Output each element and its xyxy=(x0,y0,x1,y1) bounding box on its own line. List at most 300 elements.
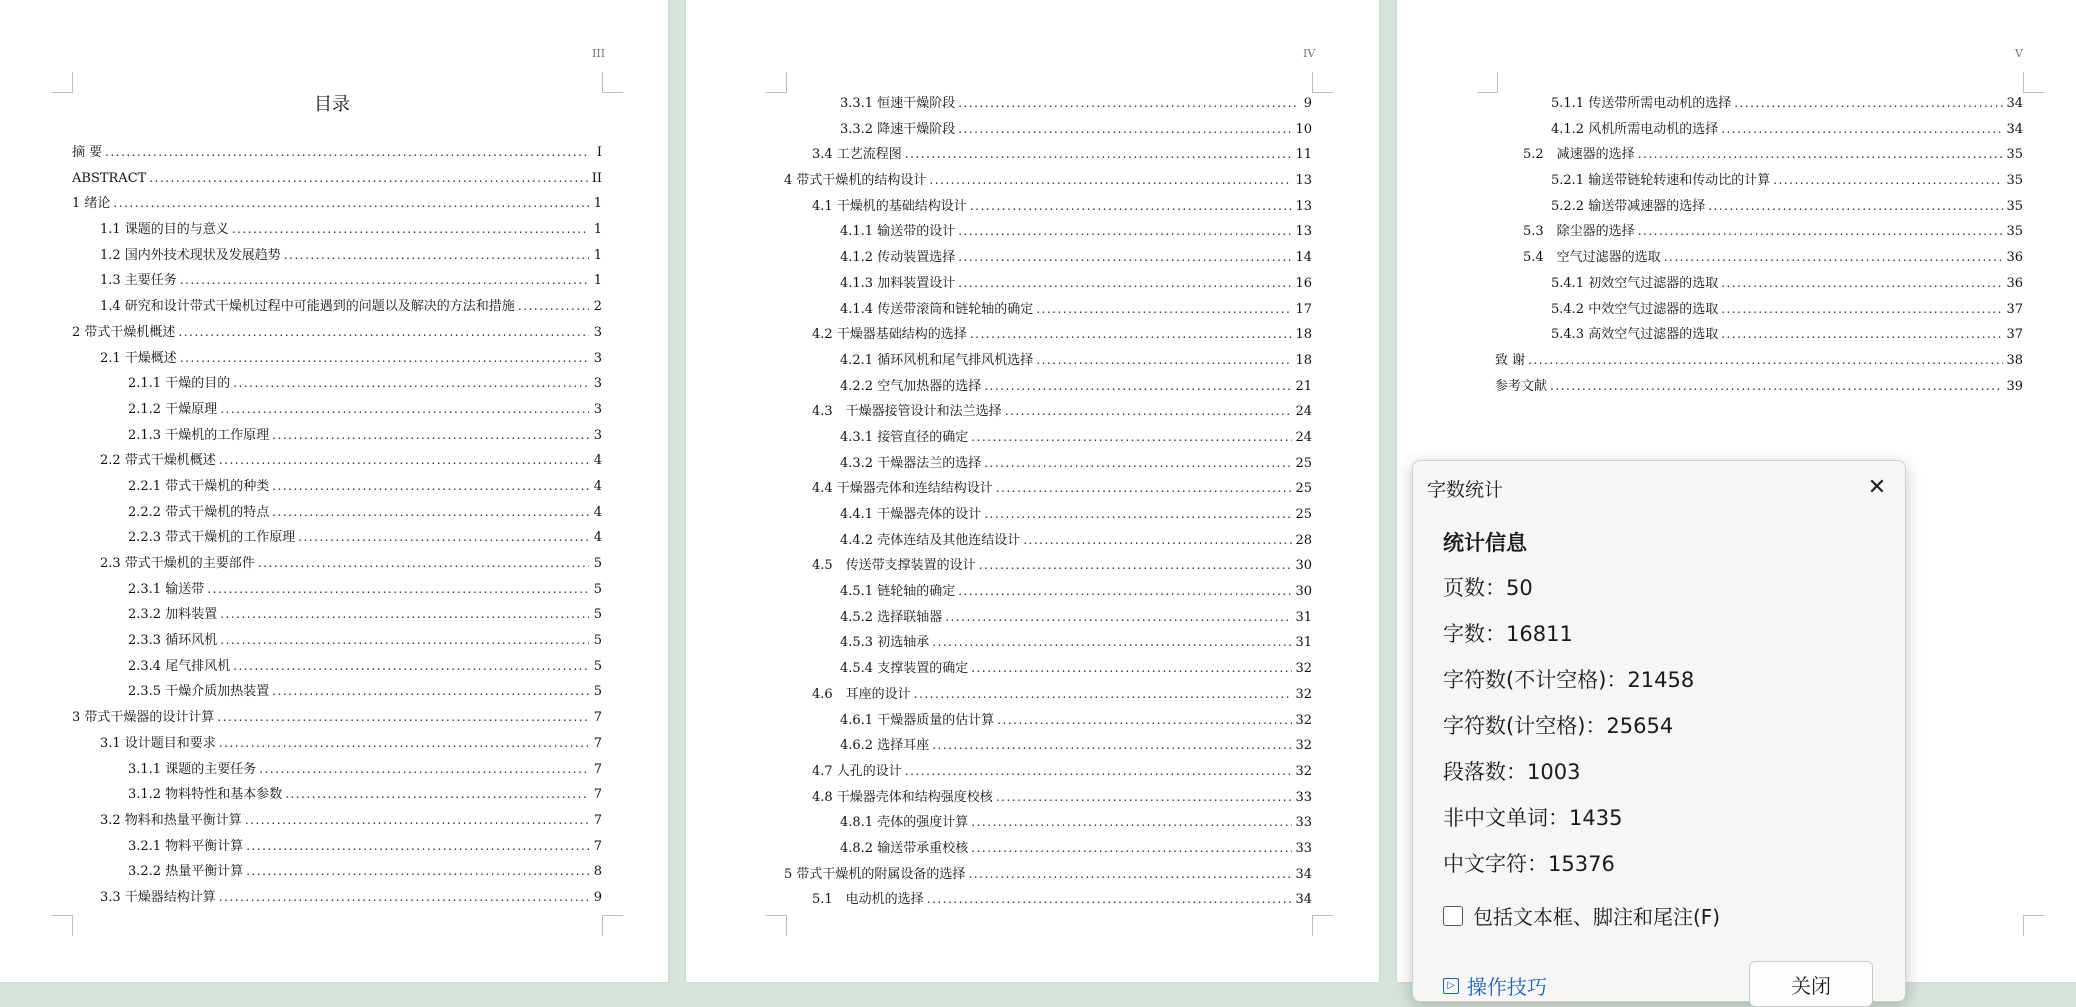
toc-entry-text: 3.1.2 物料特性和基本参数 xyxy=(128,787,283,803)
toc-entry-page: 16 xyxy=(1295,275,1312,291)
toc-entry-page: 5 xyxy=(593,633,602,649)
toc-entry-page: 25 xyxy=(1295,507,1312,522)
toc-leader-dots xyxy=(217,705,589,731)
toc-entry-text: 3.3.2 降速干燥阶段 xyxy=(840,121,956,137)
stat-chars-with-spaces: 字符数(计空格)：25654 xyxy=(1443,714,1674,738)
toc-entry-page: 7 xyxy=(593,735,602,751)
toc-entry-text: 3.1.1 课题的主要任务 xyxy=(128,761,257,777)
toc-entry[interactable] xyxy=(1495,117,2023,143)
toc-entry[interactable] xyxy=(1495,374,2023,400)
toc-leader-dots xyxy=(971,810,1292,836)
toc-entry-page: 13 xyxy=(1295,224,1312,240)
toc-entry-text: 3 带式干燥器的设计计算 xyxy=(72,710,215,726)
toc-leader-dots xyxy=(149,166,588,192)
toc-entry[interactable] xyxy=(784,91,1312,117)
toc-leader-dots xyxy=(932,733,1292,759)
toc-entry[interactable] xyxy=(72,654,602,680)
toc-leader-dots xyxy=(1721,297,2003,323)
toc-entry[interactable] xyxy=(72,140,602,166)
toc-leader-dots xyxy=(180,268,589,294)
toc-entry-page: 30 xyxy=(1295,558,1312,574)
toc-entry-page: 7 xyxy=(593,710,602,726)
toc-entry-page: 18 xyxy=(1295,327,1312,343)
toc-entry-text: 2.3.4 尾气排风机 xyxy=(128,658,231,674)
toc-entry[interactable] xyxy=(72,782,602,808)
toc-entry-text: 5.4.3 高效空气过滤器的选取 xyxy=(1551,327,1719,343)
toc-leader-dots xyxy=(1638,142,2004,168)
toc-leader-dots xyxy=(1773,168,2003,194)
toc-entry-text: 5.3 除尘器的选择 xyxy=(1523,224,1635,240)
toc-entry[interactable] xyxy=(784,476,1312,502)
toc-entry-text: 5.2.1 输送带链轮转速和传动比的计算 xyxy=(1551,173,1771,189)
crop-mark xyxy=(766,915,787,936)
toc-entry[interactable] xyxy=(72,448,602,474)
toc-entry-page: 24 xyxy=(1295,429,1312,445)
toc-entry[interactable] xyxy=(1495,168,2023,194)
toc-entry[interactable] xyxy=(784,605,1312,631)
toc-leader-dots xyxy=(958,579,1292,605)
toc-entry[interactable] xyxy=(784,733,1312,759)
toc-entry-page: 21 xyxy=(1295,378,1312,394)
toc-entry[interactable] xyxy=(72,602,602,628)
toc-entry-text: 参考文献 xyxy=(1495,378,1548,394)
toc-entry-text: 1.3 主要任务 xyxy=(100,273,177,289)
crop-mark xyxy=(766,72,787,93)
toc-entry-text: 2.2.3 带式干燥机的工作原理 xyxy=(128,530,296,546)
toc-leader-dots xyxy=(1528,348,2003,374)
toc-entry[interactable] xyxy=(1495,219,2023,245)
toc-entry-text: 3.2.1 物料平衡计算 xyxy=(128,838,244,854)
section-title: 统计信息 xyxy=(1443,531,1527,555)
toc-leader-dots xyxy=(905,759,1293,785)
toc-entry-page: 25 xyxy=(1295,455,1312,471)
toc-entry-text: 1.4 研究和设计带式干燥机过程中可能遇到的问题以及解决的方法和措施 xyxy=(100,299,515,315)
toc-entry-page: 35 xyxy=(2006,198,2023,214)
toc-leader-dots xyxy=(220,628,589,654)
toc-leader-dots xyxy=(1734,91,2003,117)
toc-entry-text: 4.3.1 接管直径的确定 xyxy=(840,429,969,445)
toc-entry[interactable] xyxy=(784,348,1312,374)
toc-entry-page: 30 xyxy=(1295,584,1312,600)
toc-entry[interactable] xyxy=(72,166,602,192)
toc-entry-page: 8 xyxy=(593,864,602,880)
toc-entry-text: 摘 要 xyxy=(72,145,103,160)
toc-entry[interactable] xyxy=(72,217,602,243)
include-textbox-footnotes-checkbox[interactable] xyxy=(1443,901,1720,930)
toc-leader-dots xyxy=(958,219,1292,245)
page-number: III xyxy=(592,47,606,60)
toc-leader-dots xyxy=(180,346,589,372)
toc-leader-dots xyxy=(258,551,589,577)
toc-entry-text: 4.3.2 干燥器法兰的选择 xyxy=(840,455,982,471)
crop-mark xyxy=(52,915,73,936)
toc-entry[interactable] xyxy=(72,474,602,500)
toc-entry[interactable] xyxy=(784,194,1312,220)
toc-leader-dots xyxy=(272,474,589,500)
toc-entry-text: 2.1 干燥概述 xyxy=(100,350,177,366)
toc-entry[interactable] xyxy=(1495,297,2023,323)
close-icon[interactable]: ✕ xyxy=(1867,474,1887,500)
toc-entry-page: 4 xyxy=(593,453,602,469)
toc-entry[interactable] xyxy=(784,862,1312,888)
close-button[interactable]: 关闭 xyxy=(1749,961,1873,1007)
toc-entry[interactable] xyxy=(784,759,1312,785)
toc-leader-dots xyxy=(1664,245,2004,271)
toc-entry-text: 5.4.2 中效空气过滤器的选取 xyxy=(1551,301,1719,317)
toc-leader-dots xyxy=(1036,348,1292,374)
toc-entry[interactable] xyxy=(784,168,1312,194)
toc-entry-page: 28 xyxy=(1295,532,1312,548)
toc-entry[interactable] xyxy=(784,553,1312,579)
toc-leader-dots xyxy=(958,91,1299,117)
toc-entry-page: 3 xyxy=(593,427,602,443)
stat-pages: 页数：50 xyxy=(1443,576,1533,600)
toc-entry-text: 2.2.1 带式干燥机的种类 xyxy=(128,478,270,494)
toc-entry[interactable] xyxy=(72,500,602,526)
toc-leader-dots xyxy=(984,502,1292,528)
toc-entry-page: 39 xyxy=(2006,378,2023,394)
toc-entry-page: I xyxy=(596,145,602,160)
toc-leader-dots xyxy=(1708,194,2003,220)
toc-leader-dots xyxy=(219,731,589,757)
toc-leader-dots xyxy=(970,194,1293,220)
toc-leader-dots xyxy=(996,785,1293,811)
toc-leader-dots xyxy=(272,500,589,526)
toc-entry-page: 7 xyxy=(593,787,602,803)
toc-entry[interactable] xyxy=(1495,91,2023,117)
toc-entry[interactable] xyxy=(72,268,602,294)
toc-entry-text: 4.5.1 链轮轴的确定 xyxy=(840,584,956,600)
toc-entry-page: 34 xyxy=(1295,892,1312,908)
toc-entry-page: 35 xyxy=(2006,147,2023,163)
toc-entry-text: 4.2.2 空气加热器的选择 xyxy=(840,378,982,394)
toc-leader-dots xyxy=(105,140,589,166)
toc-list xyxy=(784,91,1312,913)
toc-entry-text: 1.1 课题的目的与意义 xyxy=(100,222,229,238)
toc-leader-dots xyxy=(113,191,589,217)
toc-entry-page: 5 xyxy=(593,607,602,623)
toc-leader-dots xyxy=(1721,322,2003,348)
toc-leader-dots xyxy=(932,630,1292,656)
toc-entry-page: 34 xyxy=(2006,121,2023,137)
toc-entry-page: 4 xyxy=(593,504,602,520)
toc-entry-text: 4.8.1 壳体的强度计算 xyxy=(840,815,969,831)
toc-entry[interactable] xyxy=(784,887,1312,913)
toc-entry-text: 5.4 空气过滤器的选取 xyxy=(1523,250,1661,266)
toc-entry[interactable] xyxy=(72,423,602,449)
toc-entry-text: 4.1.1 输送带的设计 xyxy=(840,224,956,240)
toc-entry-text: 致 谢 xyxy=(1495,352,1526,368)
toc-entry-page: 31 xyxy=(1295,635,1312,651)
toc-leader-dots xyxy=(518,294,589,320)
toc-entry-text: 4.6.1 干燥器质量的估计算 xyxy=(840,712,995,728)
toc-entry-page: 24 xyxy=(1295,404,1312,420)
toc-entry-text: 4.4 干燥器壳体和连结结构设计 xyxy=(812,481,993,497)
toc-entry-text: 2.3.2 加料装置 xyxy=(128,607,218,623)
toc-entry[interactable] xyxy=(1495,322,2023,348)
toc-entry-text: 4 带式干燥机的结构设计 xyxy=(784,173,927,189)
toc-entry-text: 4.1.2 风机所需电动机的选择 xyxy=(1551,121,1719,137)
toc-entry[interactable] xyxy=(784,425,1312,451)
toc-entry-page: 4 xyxy=(593,530,602,546)
toc-entry[interactable] xyxy=(784,682,1312,708)
toc-title: 目录 xyxy=(314,94,350,115)
toc-entry-text: 2 带式干燥机概述 xyxy=(72,324,176,340)
toc-leader-dots xyxy=(1721,117,2003,143)
toc-entry[interactable] xyxy=(1495,194,2023,220)
toc-leader-dots xyxy=(979,553,1293,579)
toc-entry-text: 3.4 工艺流程图 xyxy=(812,147,902,163)
crop-mark xyxy=(602,915,623,936)
toc-entry-text: 2.2.2 带式干燥机的特点 xyxy=(128,504,270,520)
toc-leader-dots xyxy=(997,708,1292,734)
toc-leader-dots xyxy=(272,679,589,705)
crop-mark xyxy=(2023,915,2044,936)
toc-entry-text: 4.1.2 传动装置选择 xyxy=(840,250,956,266)
toc-leader-dots xyxy=(285,782,589,808)
toc-entry[interactable] xyxy=(72,346,602,372)
toc-entry-page: 32 xyxy=(1295,738,1312,754)
toc-leader-dots xyxy=(1036,297,1292,323)
toc-entry-text: ABSTRACT xyxy=(72,170,147,186)
toc-entry-text: 3.2.2 热量平衡计算 xyxy=(128,864,244,880)
toc-entry[interactable] xyxy=(72,757,602,783)
toc-entry-page: 2 xyxy=(593,299,602,315)
toc-entry[interactable] xyxy=(72,885,602,911)
toc-entry[interactable] xyxy=(1495,245,2023,271)
toc-leader-dots xyxy=(968,862,1292,888)
toc-entry[interactable] xyxy=(784,785,1312,811)
toc-entry-page: 32 xyxy=(1295,661,1312,677)
toc-entry-text: 4.2 干燥器基础结构的选择 xyxy=(812,327,967,343)
toc-entry[interactable] xyxy=(784,271,1312,297)
toc-entry-text: 5.2.2 输送带减速器的选择 xyxy=(1551,198,1706,214)
toc-leader-dots xyxy=(246,859,589,885)
toc-leader-dots xyxy=(1638,219,2004,245)
toc-leader-dots xyxy=(971,836,1292,862)
toc-entry[interactable] xyxy=(72,294,602,320)
toc-entry-text: 4.4.1 干燥器壳体的设计 xyxy=(840,507,982,522)
toc-leader-dots xyxy=(272,423,589,449)
toc-entry-page: 7 xyxy=(593,761,602,777)
toc-leader-dots xyxy=(945,605,1292,631)
toc-entry-page: 9 xyxy=(1303,96,1312,111)
toc-leader-dots xyxy=(996,476,1293,502)
toc-entry[interactable] xyxy=(72,525,602,551)
page-number: V xyxy=(2015,47,2023,60)
toc-entry-page: 33 xyxy=(1295,840,1312,856)
toc-entry[interactable] xyxy=(72,628,602,654)
toc-entry-text: 2.3.1 输送带 xyxy=(128,581,205,597)
toc-entry-page: 14 xyxy=(1295,250,1312,266)
toc-entry-page: 35 xyxy=(2006,224,2023,240)
toc-entry-page: 5 xyxy=(593,658,602,674)
toc-entry-page: 1 xyxy=(593,196,602,212)
toc-entry[interactable] xyxy=(784,656,1312,682)
toc-entry[interactable] xyxy=(72,859,602,885)
toc-entry-page: 33 xyxy=(1295,789,1312,805)
toc-entry[interactable] xyxy=(784,579,1312,605)
toc-leader-dots xyxy=(245,808,589,834)
toc-leader-dots xyxy=(1550,374,2003,400)
toc-leader-dots xyxy=(905,142,1293,168)
tips-link[interactable] xyxy=(1443,971,1547,1000)
toc-entry-page: 34 xyxy=(2006,96,2023,111)
toc-entry[interactable] xyxy=(784,142,1312,168)
toc-entry-text: 2.1.1 干燥的目的 xyxy=(128,376,231,392)
toc-entry-page: 11 xyxy=(1295,147,1312,163)
toc-entry[interactable] xyxy=(784,451,1312,477)
toc-entry[interactable] xyxy=(72,243,602,269)
toc-entry-page: 5 xyxy=(593,684,602,700)
toc-entry-page: 31 xyxy=(1295,609,1312,625)
toc-entry-text: 4.5.4 支撑装置的确定 xyxy=(840,661,969,677)
toc-entry-page: 3 xyxy=(593,350,602,366)
toc-entry[interactable] xyxy=(784,245,1312,271)
toc-entry[interactable] xyxy=(784,810,1312,836)
toc-entry[interactable] xyxy=(784,219,1312,245)
checkbox-icon[interactable] xyxy=(1443,906,1463,926)
toc-entry-page: 33 xyxy=(1295,815,1312,831)
toc-entry-text: 5.1 电动机的选择 xyxy=(812,892,924,908)
toc-entry-page: 37 xyxy=(2006,301,2023,317)
toc-leader-dots xyxy=(246,834,589,860)
toc-entry-page: 10 xyxy=(1295,121,1312,137)
toc-entry-page: 32 xyxy=(1295,686,1312,702)
word-count-dialog xyxy=(1412,460,1906,1002)
toc-entry[interactable] xyxy=(72,371,602,397)
toc-entry[interactable] xyxy=(784,836,1312,862)
toc-entry-page: 13 xyxy=(1295,173,1312,189)
toc-leader-dots xyxy=(232,217,589,243)
toc-entry-page: 1 xyxy=(593,247,602,263)
toc-entry[interactable] xyxy=(72,191,602,217)
toc-entry-page: 13 xyxy=(1295,198,1312,214)
toc-leader-dots xyxy=(284,243,589,269)
toc-leader-dots xyxy=(958,245,1292,271)
toc-entry-page: 35 xyxy=(2006,173,2023,189)
toc-leader-dots xyxy=(971,425,1292,451)
crop-mark xyxy=(602,72,623,93)
toc-entry[interactable] xyxy=(784,297,1312,323)
toc-leader-dots xyxy=(984,374,1292,400)
toc-entry[interactable] xyxy=(72,320,602,346)
toc-entry-page: 7 xyxy=(593,812,602,828)
toc-entry-text: 4.8.2 输送带承重校核 xyxy=(840,840,969,856)
toc-leader-dots xyxy=(219,448,589,474)
toc-entry[interactable] xyxy=(1495,348,2023,374)
crop-mark xyxy=(1312,915,1333,936)
toc-entry[interactable] xyxy=(72,577,602,603)
toc-entry[interactable] xyxy=(72,808,602,834)
document-page-4 xyxy=(686,0,1379,982)
toc-entry[interactable] xyxy=(72,679,602,705)
toc-entry-text: 1.2 国内外技术现状及发展趋势 xyxy=(100,247,281,263)
toc-leader-dots xyxy=(958,271,1292,297)
toc-entry[interactable] xyxy=(1495,142,2023,168)
page-number: IV xyxy=(1303,47,1316,60)
toc-entry[interactable] xyxy=(784,322,1312,348)
toc-entry[interactable] xyxy=(1495,271,2023,297)
toc-leader-dots xyxy=(1023,528,1292,554)
toc-entry-page: 38 xyxy=(2006,352,2023,368)
toc-entry-page: 7 xyxy=(593,838,602,854)
toc-entry-text: 4.2.1 循环风机和尾气排风机选择 xyxy=(840,352,1034,368)
toc-entry-text: 2.1.2 干燥原理 xyxy=(128,401,218,417)
toc-entry-text: 4.6.2 选择耳座 xyxy=(840,738,930,754)
toc-entry-page: 5 xyxy=(593,581,602,597)
toc-entry[interactable] xyxy=(72,705,602,731)
toc-entry-page: 1 xyxy=(593,273,602,289)
toc-entry-text: 3.3 干燥器结构计算 xyxy=(100,889,216,905)
toc-entry-page: 36 xyxy=(2006,250,2023,266)
toc-entry-text: 4.1.4 传送带滚筒和链轮轴的确定 xyxy=(840,301,1034,317)
toc-entry-page: 37 xyxy=(2006,327,2023,343)
toc-entry[interactable] xyxy=(784,708,1312,734)
toc-entry[interactable] xyxy=(784,117,1312,143)
tips-label: 操作技巧 xyxy=(1467,975,1547,999)
toc-list xyxy=(1495,91,2023,399)
toc-entry-page: 18 xyxy=(1295,352,1312,368)
toc-entry-page: 17 xyxy=(1295,301,1312,317)
toc-entry-text: 1 绪论 xyxy=(72,196,111,212)
document-page-3 xyxy=(0,0,668,982)
toc-leader-dots xyxy=(220,602,589,628)
toc-leader-dots xyxy=(984,451,1292,477)
toc-entry-page: 25 xyxy=(1295,481,1312,497)
toc-leader-dots xyxy=(220,397,589,423)
toc-entry[interactable] xyxy=(784,528,1312,554)
toc-entry-text: 4.1.3 加料装置设计 xyxy=(840,275,956,291)
toc-entry[interactable] xyxy=(72,551,602,577)
toc-entry-text: 3.2 物料和热量平衡计算 xyxy=(100,812,242,828)
toc-leader-dots xyxy=(971,656,1292,682)
checkbox-label: 包括文本框、脚注和尾注(F) xyxy=(1473,905,1721,929)
toc-entry[interactable] xyxy=(72,731,602,757)
toc-entry[interactable] xyxy=(72,834,602,860)
toc-entry-text: 5.2 减速器的选择 xyxy=(1523,147,1635,163)
toc-leader-dots xyxy=(929,168,1292,194)
toc-entry[interactable] xyxy=(784,630,1312,656)
toc-entry[interactable] xyxy=(72,397,602,423)
toc-entry-text: 2.3.3 循环风机 xyxy=(128,633,218,649)
toc-entry-page: 3 xyxy=(593,401,602,417)
toc-entry-text: 5.4.1 初效空气过滤器的选取 xyxy=(1551,275,1719,291)
toc-entry-text: 5 带式干燥机的附属设备的选择 xyxy=(784,866,966,882)
toc-entry[interactable] xyxy=(784,399,1312,425)
toc-entry-text: 3.3.1 恒速干燥阶段 xyxy=(840,96,956,111)
toc-leader-dots xyxy=(958,117,1292,143)
toc-entry-page: 3 xyxy=(593,324,602,340)
toc-entry-page: 32 xyxy=(1295,763,1312,779)
toc-leader-dots xyxy=(298,525,589,551)
toc-leader-dots xyxy=(233,654,589,680)
toc-entry-text: 4.5.2 选择联轴器 xyxy=(840,609,943,625)
toc-entry[interactable] xyxy=(784,502,1312,528)
toc-entry-text: 2.3 带式干燥机的主要部件 xyxy=(100,556,255,571)
toc-leader-dots xyxy=(970,322,1293,348)
toc-entry-page: 34 xyxy=(1295,866,1312,882)
stat-paragraphs: 段落数：1003 xyxy=(1443,760,1581,784)
toc-entry[interactable] xyxy=(784,374,1312,400)
toc-entry-text: 4.8 干燥器壳体和结构强度校核 xyxy=(812,789,993,805)
toc-entry-page: 4 xyxy=(593,478,602,494)
toc-entry-text: 4.1 干燥机的基础结构设计 xyxy=(812,198,967,214)
toc-entry-text: 4.7 人孔的设计 xyxy=(812,763,902,779)
toc-entry-text: 4.5 传送带支撑装置的设计 xyxy=(812,558,976,574)
toc-entry-page: 3 xyxy=(593,376,602,392)
crop-mark xyxy=(52,72,73,93)
